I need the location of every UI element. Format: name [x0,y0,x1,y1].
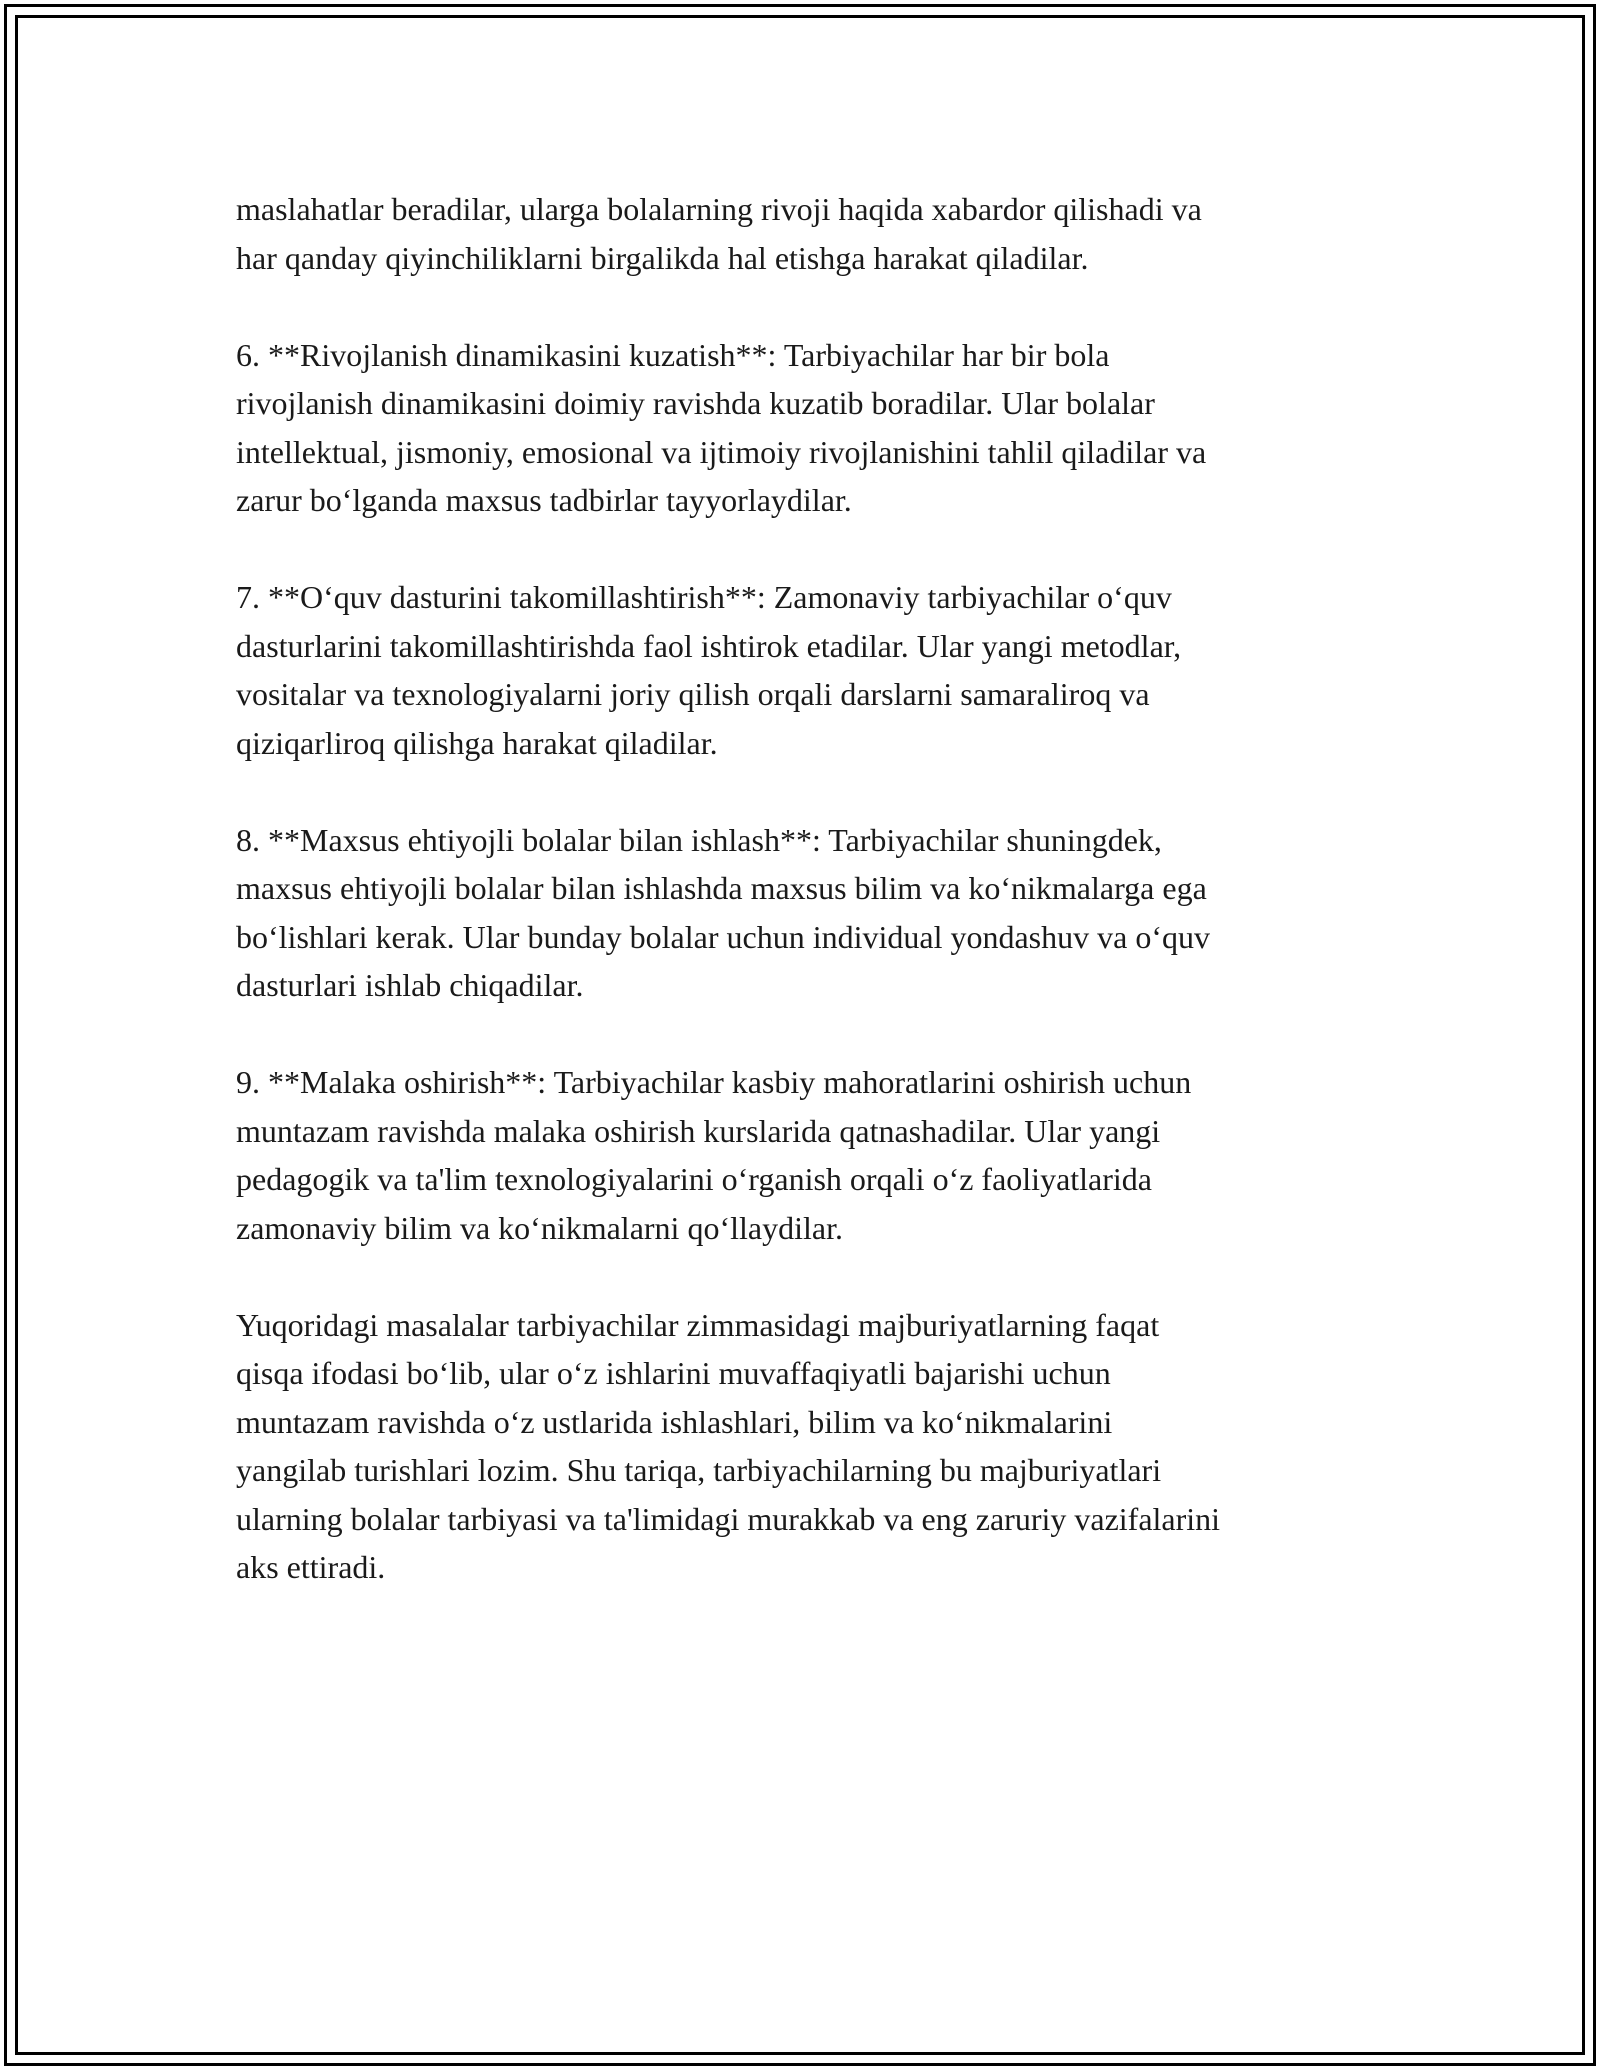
paragraph-intro-continuation [236,185,1386,282]
paragraph-item-9 [236,1058,1386,1252]
document-body [236,185,1386,1592]
text-line: qisqa ifodasi bo‘lib, ular o‘z ishlarini muvaffaqiyatli bajarishi uchun [236,1355,1111,1391]
text-line: har qanday qiyinchiliklarni birgalikda hal etishga harakat qiladilar. [236,239,1089,276]
text-line: 9. **Malaka oshirish**: Tarbiyachilar kasbiy mahoratlarini oshirish uchun [236,1064,1192,1100]
text-line: muntazam ravishda malaka oshirish kurslarida qatnashadilar. Ular yangi [236,1112,1161,1149]
paragraph-item-7 [236,573,1386,767]
text-line: zamonaviy bilim va ko‘nikmalarni qo‘llaydilar. [236,1209,843,1246]
text-line: dasturlarini takomillashtirishda faol ishtirok etadilar. Ular yangi metodlar, [236,627,1182,664]
text-line: rivojlanish dinamikasini doimiy ravishda kuzatib boradilar. Ular bolalar [236,385,1155,421]
text-line: 8. **Maxsus ehtiyojli bolalar bilan ishlash**: Tarbiyachilar shuningdek, [236,821,1162,858]
text-line: ularning bolalar tarbiyasi va ta'limidagi murakkab va eng zaruriy vazifalarini [236,1500,1221,1537]
text-line: muntazam ravishda o‘z ustlarida ishlashlari, bilim va ko‘nikmalarini [236,1403,1113,1440]
text-line: aks ettiradi. [236,1549,386,1585]
text-line: 6. **Rivojlanish dinamikasini kuzatish**: Tarbiyachilar har bir bola [236,336,1110,373]
text-line: pedagogik va ta'lim texnologiyalarini o‘rganish orqali o‘z faoliyatlarida [236,1161,1152,1197]
text-line: dasturlari ishlab chiqadilar. [236,967,584,1003]
paragraph-item-8 [236,816,1386,1010]
text-line: zarur bo‘lganda maxsus tadbirlar tayyorlaydilar. [236,482,852,518]
text-line: qiziqarliroq qilishga harakat qiladilar. [236,724,718,761]
text-line: vositalar va texnologiyalarni joriy qilish orqali darslarni samaraliroq va [236,676,1150,712]
text-line: 7. **O‘quv dasturini takomillashtirish**: Zamonaviy tarbiyachilar o‘quv [236,579,1172,615]
paragraph-item-6 [236,331,1386,525]
paragraph-conclusion [236,1301,1386,1592]
text-line: maxsus ehtiyojli bolalar bilan ishlashda maxsus bilim va ko‘nikmalarga ega [236,870,1207,906]
text-line: bo‘lishlari kerak. Ular bunday bolalar uchun individual yondashuv va o‘quv [236,918,1210,955]
text-line: yangilab turishlari lozim. Shu tariqa, tarbiyachilarning bu majburiyatlari [236,1452,1162,1488]
text-line: Yuqoridagi masalalar tarbiyachilar zimmasidagi majburiyatlarning faqat [236,1306,1160,1343]
text-line: maslahatlar beradilar, ularga bolalarning rivoji haqida xabardor qilishadi va [236,191,1202,227]
text-line: intellektual, jismoniy, emosional va ijtimoiy rivojlanishini tahlil qiladilar va [236,433,1207,470]
